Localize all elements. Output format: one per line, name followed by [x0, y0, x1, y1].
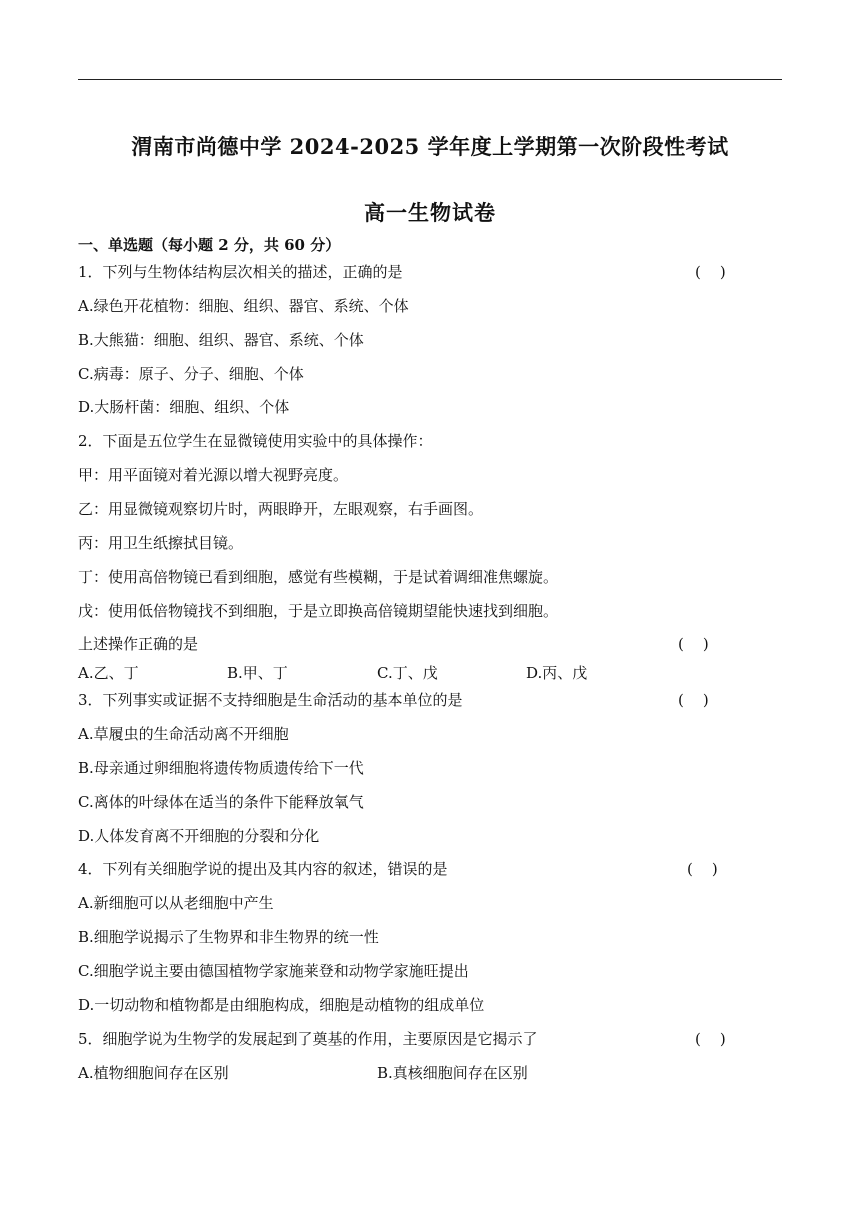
question-2-prompt: 上述操作正确的是 [78, 635, 199, 653]
question-3-option-d: D.人体发育离不开细胞的分裂和分化 [78, 827, 320, 845]
question-4-stem: 4．下列有关细胞学说的提出及其内容的叙述，错误的是 [78, 860, 448, 878]
question-3-stem: 3．下列事实或证据不支持细胞是生命活动的基本单位的是 [78, 691, 463, 709]
question-3-option-c: C.离体的叶绿体在适当的条件下能释放氧气 [78, 793, 364, 811]
question-1-option-d: D.大肠杆菌：细胞、组织、个体 [78, 398, 290, 416]
question-4-option-b: B.细胞学说揭示了生物界和非生物界的统一性 [78, 928, 379, 946]
question-3-answer-bracket: ( ) [678, 691, 709, 709]
question-2-answer-bracket: ( ) [678, 635, 709, 653]
paper-title: 高一生物试卷 [364, 200, 496, 225]
question-2-item-yi: 乙：用显微镜观察切片时，两眼睁开，左眼观察，右手画图。 [78, 500, 484, 518]
question-2-option-c: C.丁、戊 [377, 664, 438, 682]
question-2-item-bing: 丙：用卫生纸擦拭目镜。 [78, 534, 244, 552]
section-heading: 一、单选题（每小题 2 分，共 60 分） [78, 236, 341, 254]
question-5-stem: 5．细胞学说为生物学的发展起到了奠基的作用，主要原因是它揭示了 [78, 1030, 538, 1048]
question-1-answer-bracket: ( ) [695, 263, 726, 281]
question-5-answer-bracket: ( ) [695, 1030, 726, 1048]
question-4-answer-bracket: ( ) [687, 860, 718, 878]
question-1-stem: 1．下列与生物体结构层次相关的描述，正确的是 [78, 263, 403, 281]
question-4-option-a: A.新细胞可以从老细胞中产生 [78, 894, 274, 912]
question-2-option-d: D.丙、戊 [526, 664, 588, 682]
question-1-option-a: A.绿色开花植物：细胞、组织、器官、系统、个体 [78, 297, 409, 315]
question-4-option-d: D.一切动物和植物都是由细胞构成，细胞是动植物的组成单位 [78, 996, 485, 1014]
question-3-option-a: A.草履虫的生命活动离不开细胞 [78, 725, 289, 743]
question-1-option-b: B.大熊猫：细胞、组织、器官、系统、个体 [78, 331, 364, 349]
question-3-option-b: B.母亲通过卵细胞将遗传物质遗传给下一代 [78, 759, 364, 777]
question-2-option-b: B.甲、丁 [227, 664, 288, 682]
header-rule [78, 79, 782, 80]
question-1-option-c: C.病毒：原子、分子、细胞、个体 [78, 365, 304, 383]
question-4-option-c: C.细胞学说主要由德国植物学家施莱登和动物学家施旺提出 [78, 962, 469, 980]
question-2-item-ding: 丁：使用高倍物镜已看到细胞，感觉有些模糊，于是试着调细准焦螺旋。 [78, 568, 559, 586]
question-2-option-a: A.乙、丁 [78, 664, 139, 682]
question-2-stem: 2．下面是五位学生在显微镜使用实验中的具体操作： [78, 432, 433, 450]
question-2-item-jia: 甲：用平面镜对着光源以增大视野亮度。 [78, 466, 349, 484]
question-5-option-b: B.真核细胞间存在区别 [377, 1064, 528, 1082]
school-title: 渭南市尚德中学 2024-2025 学年度上学期第一次阶段性考试 [131, 134, 729, 159]
question-5-option-a: A.植物细胞间存在区别 [78, 1064, 229, 1082]
question-2-item-wu: 戊：使用低倍物镜找不到细胞，于是立即换高倍镜期望能快速找到细胞。 [78, 602, 559, 620]
